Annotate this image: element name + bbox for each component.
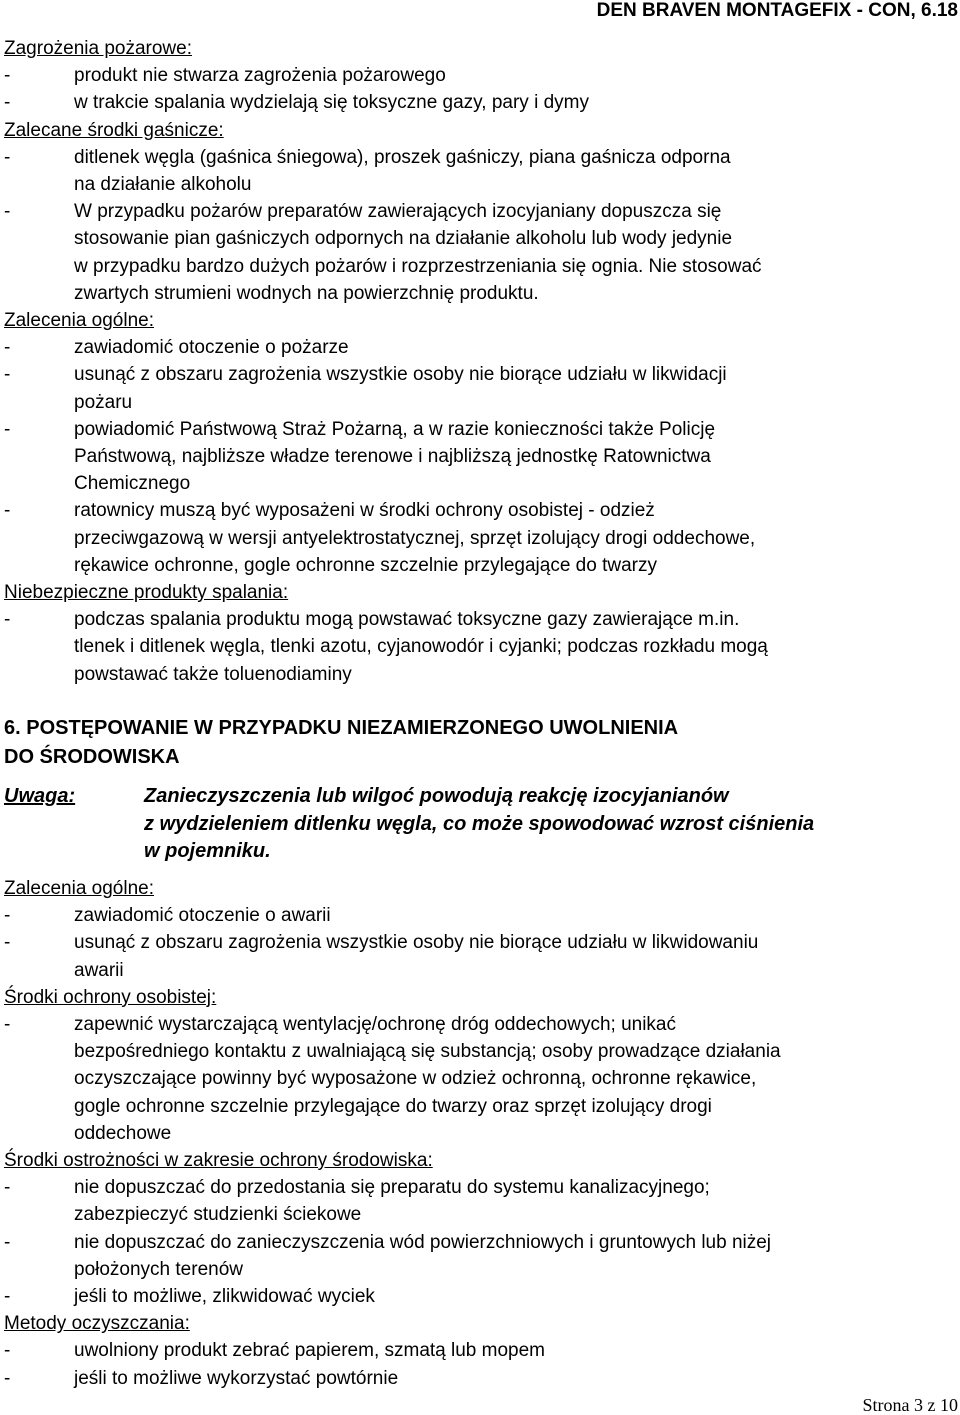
list-bullet-dash: - — [4, 65, 11, 87]
release-sections — [4, 875, 954, 1392]
list-bullet-dash: - — [4, 1231, 11, 1253]
page-number: Strona 3 z 10 — [862, 1395, 958, 1415]
section-heading: Zalecenia ogólne: — [4, 310, 154, 332]
list-item — [4, 1229, 954, 1283]
list-item — [4, 1337, 954, 1364]
list-item — [4, 497, 954, 579]
list-item — [4, 1365, 954, 1392]
fire-safety-sections — [4, 35, 954, 688]
list-item-text: zawiadomić otoczenie o awarii — [74, 905, 331, 927]
section-heading: Środki ochrony osobistej: — [4, 986, 217, 1008]
list-bullet-dash: - — [4, 1367, 11, 1389]
list-item-text: ratownicy muszą być wyposażeni w środki ochrony osobistej - odzież przeciwgazową w wersji antyelektrostatycznej, sprzęt izolujący drogi oddechowe, rękawice ochronne, gogle ochronne szczelnie przylegające do twarzy — [74, 500, 756, 576]
list-item-text: w trakcie spalania wydzielają się toksyczne gazy, pary i dymy — [74, 92, 589, 114]
list-item — [4, 1011, 954, 1147]
list-item-text: W przypadku pożarów preparatów zawierających izocyjaniany dopuszcza się stosowanie pian gaśniczych odpornych na działanie alkoholu lub wody jedynie w przypadku bardzo dużych pożarów i rozprzestrzeniania się ognia. Nie stosować zwartych strumieni wodnych na powierzchnię produktu. — [74, 201, 762, 304]
list-item — [4, 416, 954, 498]
section-heading: Zalecenia ogólne: — [4, 878, 154, 899]
list-item-text: jeśli to możliwe, zlikwidować wyciek — [74, 1286, 375, 1308]
list-item — [4, 606, 954, 688]
list-bullet-dash: - — [4, 146, 11, 168]
list-item-text: usunąć z obszaru zagrożenia wszystkie osoby nie biorące udziału w likwidowaniu awarii — [74, 932, 759, 981]
list-bullet-dash: - — [4, 1177, 11, 1199]
list-item-text: powiadomić Państwową Straż Pożarną, a w razie konieczności także Policję Państwową, najbliższe władze terenowe i najbliższą jednostkę Ratownictwa Chemicznego — [74, 418, 716, 495]
list-item — [4, 334, 954, 361]
list-bullet-dash: - — [4, 1286, 11, 1308]
section-heading: Zalecane środki gaśnicze: — [4, 119, 224, 141]
list-bullet-dash: - — [4, 1340, 11, 1362]
note-text: Zanieczyszczenia lub wilgoć powodują reakcję izocyjanianów z wydzieleniem ditlenku węgla, co może spowodować wzrost ciśnienia w pojemniku. — [144, 785, 815, 862]
list-bullet-dash: - — [4, 364, 11, 386]
list-bullet-dash: - — [4, 418, 11, 440]
list-bullet-dash: - — [4, 337, 11, 359]
list-item-text: nie dopuszczać do przedostania się preparatu do systemu kanalizacyjnego; zabezpieczyć studzienki ściekowe — [74, 1177, 710, 1226]
list-item — [4, 144, 954, 198]
list-bullet-dash: - — [4, 92, 11, 114]
section-6-title: 6. POSTĘPOWANIE W PRZYPADKU NIEZAMIERZONEGO UWOLNIENIA DO ŚRODOWISKA — [4, 717, 679, 768]
list-item-text: nie dopuszczać do zanieczyszczenia wód powierzchniowych i gruntowych lub niżej położonych terenów — [74, 1231, 772, 1280]
list-item — [4, 1174, 954, 1228]
section-heading: Środki ostrożności w zakresie ochrony środowiska: — [4, 1150, 433, 1172]
list-item-text: ditlenek węgla (gaśnica śniegowa), proszek gaśniczy, piana gaśnicza odporna na działanie alkoholu — [74, 146, 731, 196]
list-bullet-dash: - — [4, 905, 11, 927]
list-bullet-dash: - — [4, 1014, 11, 1036]
list-item — [4, 89, 954, 116]
list-bullet-dash: - — [4, 609, 11, 631]
list-item-text: zapewnić wystarczającą wentylację/ochronę dróg oddechowych; unikać bezpośredniego kontaktu z uwalniającą się substancją; osoby prowadzące działania oczyszczające powinny być wyposażone w odzież ochronną, ochronne rękawice, gogle ochronne szczelnie przylegające do twarzy oraz sprzęt izolujący drogi oddechowe — [74, 1014, 781, 1144]
list-bullet-dash: - — [4, 932, 11, 954]
list-item — [4, 62, 954, 89]
list-item-text: podczas spalania produktu mogą powstawać toksyczne gazy zawierające m.in. tlenek i ditlenek węgla, tlenki azotu, cyjanowodór i cyjanki; podczas rozkładu mogą powstawać także toluenodiaminy — [74, 609, 768, 685]
list-item — [4, 361, 954, 415]
list-item-text: usunąć z obszaru zagrożenia wszystkie osoby nie biorące udziału w likwidacji pożaru — [74, 364, 727, 413]
section-heading: Metody oczyszczania: — [4, 1313, 190, 1335]
list-item-text: produkt nie stwarza zagrożenia pożarowego — [74, 65, 446, 87]
list-item — [4, 929, 954, 983]
list-item — [4, 902, 954, 929]
list-item-text: zawiadomić otoczenie o pożarze — [74, 337, 349, 359]
document-header: DEN BRAVEN MONTAGEFIX - CON, 6.18 — [596, 0, 958, 21]
list-bullet-dash: - — [4, 201, 11, 223]
section-heading: Zagrożenia pożarowe: — [4, 38, 192, 59]
note-label: Uwaga: — [4, 785, 76, 807]
list-item-text: jeśli to możliwe wykorzystać powtórnie — [74, 1367, 399, 1389]
list-item — [4, 198, 954, 307]
list-item-text: uwolniony produkt zebrać papierem, szmatą lub mopem — [74, 1340, 546, 1362]
list-item — [4, 1283, 954, 1310]
list-bullet-dash: - — [4, 500, 11, 522]
section-heading: Niebezpieczne produkty spalania: — [4, 582, 289, 604]
